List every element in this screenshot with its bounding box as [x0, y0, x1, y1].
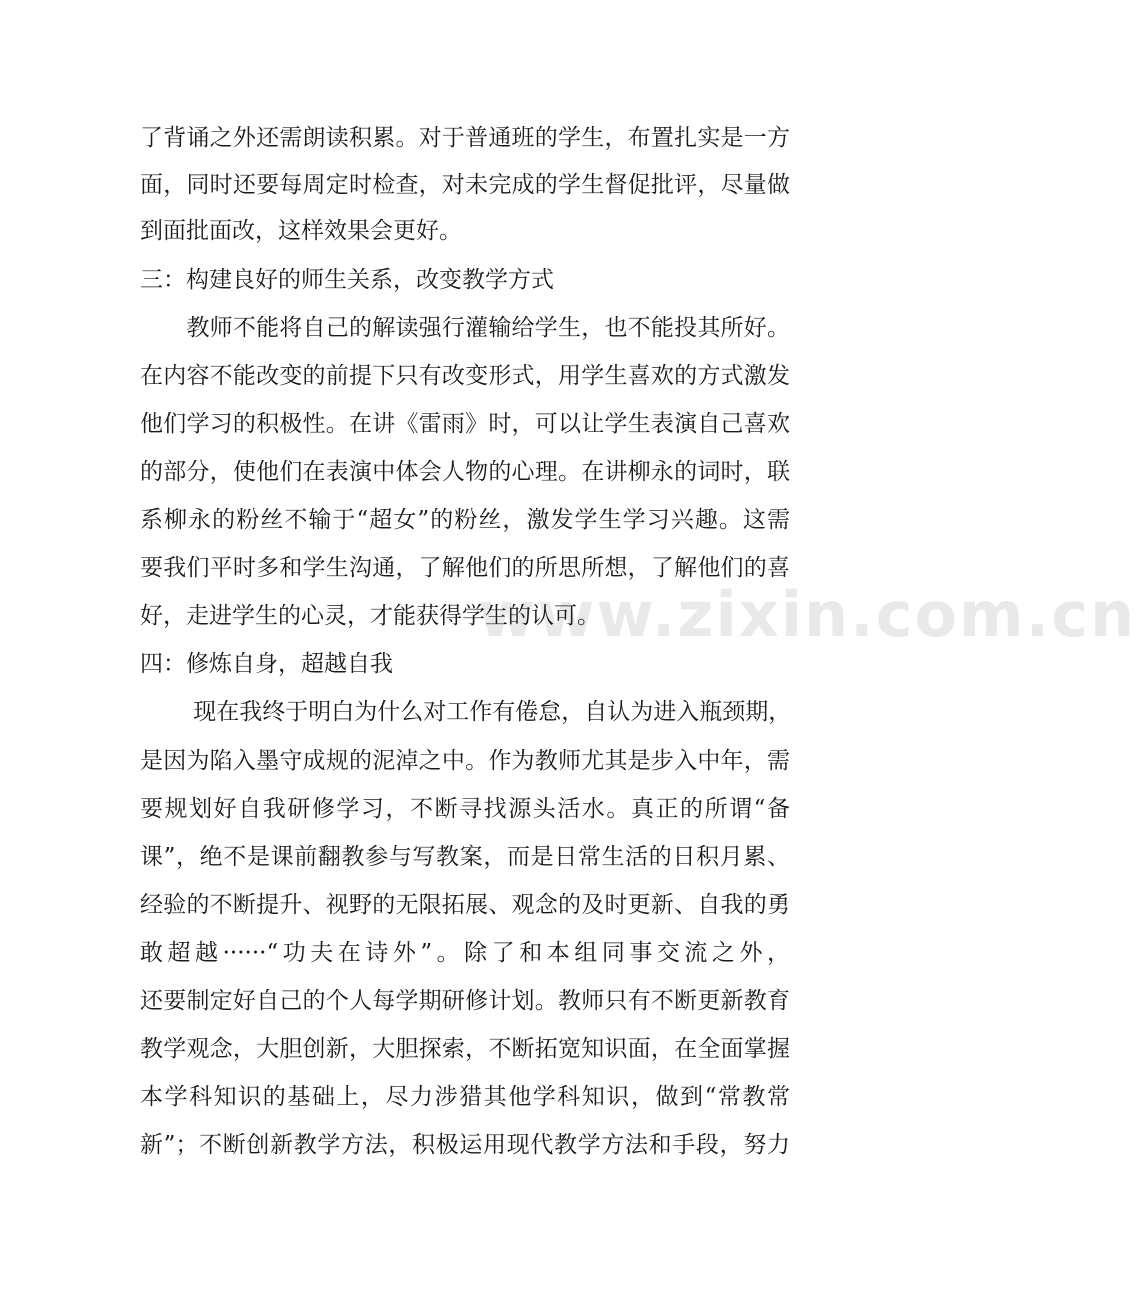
- paragraph-line: 要规划好自我研修学习，不断寻找源头活水。真正的所谓“备: [140, 796, 790, 822]
- section-heading-3: 三：构建良好的师生关系，改变教学方式: [140, 267, 554, 293]
- paragraph-line: 要我们平时多和学生沟通，了解他们的所思所想，了解他们的喜: [140, 555, 790, 581]
- paragraph-line: 还要制定好自己的个人每学期研修计划。教师只有不断更新教育: [140, 988, 790, 1014]
- paragraph-line: 现在我终于明白为什么对工作有倦怠，自认为进入瓶颈期，: [140, 699, 792, 725]
- section-heading-4: 四：修炼自身，超越自我: [140, 651, 393, 677]
- paragraph-line: 本学科知识的基础上，尽力涉猎其他学科知识，做到“常教常: [140, 1084, 790, 1110]
- paragraph-line: 好，走进学生的心灵，才能获得学生的认可。: [140, 603, 600, 629]
- paragraph-line: 面，同时还要每周定时检查，对未完成的学生督促批评，尽量做: [140, 172, 790, 198]
- paragraph-line: 的部分，使他们在表演中体会人物的心理。在讲柳永的词时，联: [140, 459, 790, 485]
- paragraph-line: 新”；不断创新教学方法，积极运用现代教学方法和手段，努力: [140, 1132, 790, 1158]
- paragraph-line: 是因为陷入墨守成规的泥淖之中。作为教师尤其是步入中年，需: [140, 748, 790, 774]
- paragraph-line: 教学观念，大胆创新，大胆探索，不断拓宽知识面，在全面掌握: [140, 1036, 790, 1062]
- paragraph-line: 他们学习的积极性。在讲《雷雨》时，可以让学生表演自己喜欢: [140, 411, 790, 437]
- paragraph-line: 到面批面改，这样效果会更好。: [140, 218, 462, 244]
- paragraph-line: 经验的不断提升、视野的无限拓展、观念的及时更新、自我的勇: [140, 892, 790, 918]
- paragraph-line: 课”，绝不是课前翻教参与写教案，而是日常生活的日积月累、: [140, 844, 790, 870]
- paragraph-line: 敢超越······“功夫在诗外”。除了和本组同事交流之外，: [140, 940, 790, 966]
- paragraph-line: 教师不能将自己的解读强行灌输给学生，也不能投其所好。: [140, 315, 790, 341]
- paragraph-line: 在内容不能改变的前提下只有改变形式，用学生喜欢的方式激发: [140, 363, 790, 389]
- paragraph-line: 了背诵之外还需朗读积累。对于普通班的学生，布置扎实是一方: [140, 125, 790, 151]
- paragraph-line: 系柳永的粉丝不输于“超女”的粉丝，激发学生学习兴趣。这需: [140, 507, 790, 533]
- watermark-text: www.zixin.com.cn: [478, 578, 1136, 651]
